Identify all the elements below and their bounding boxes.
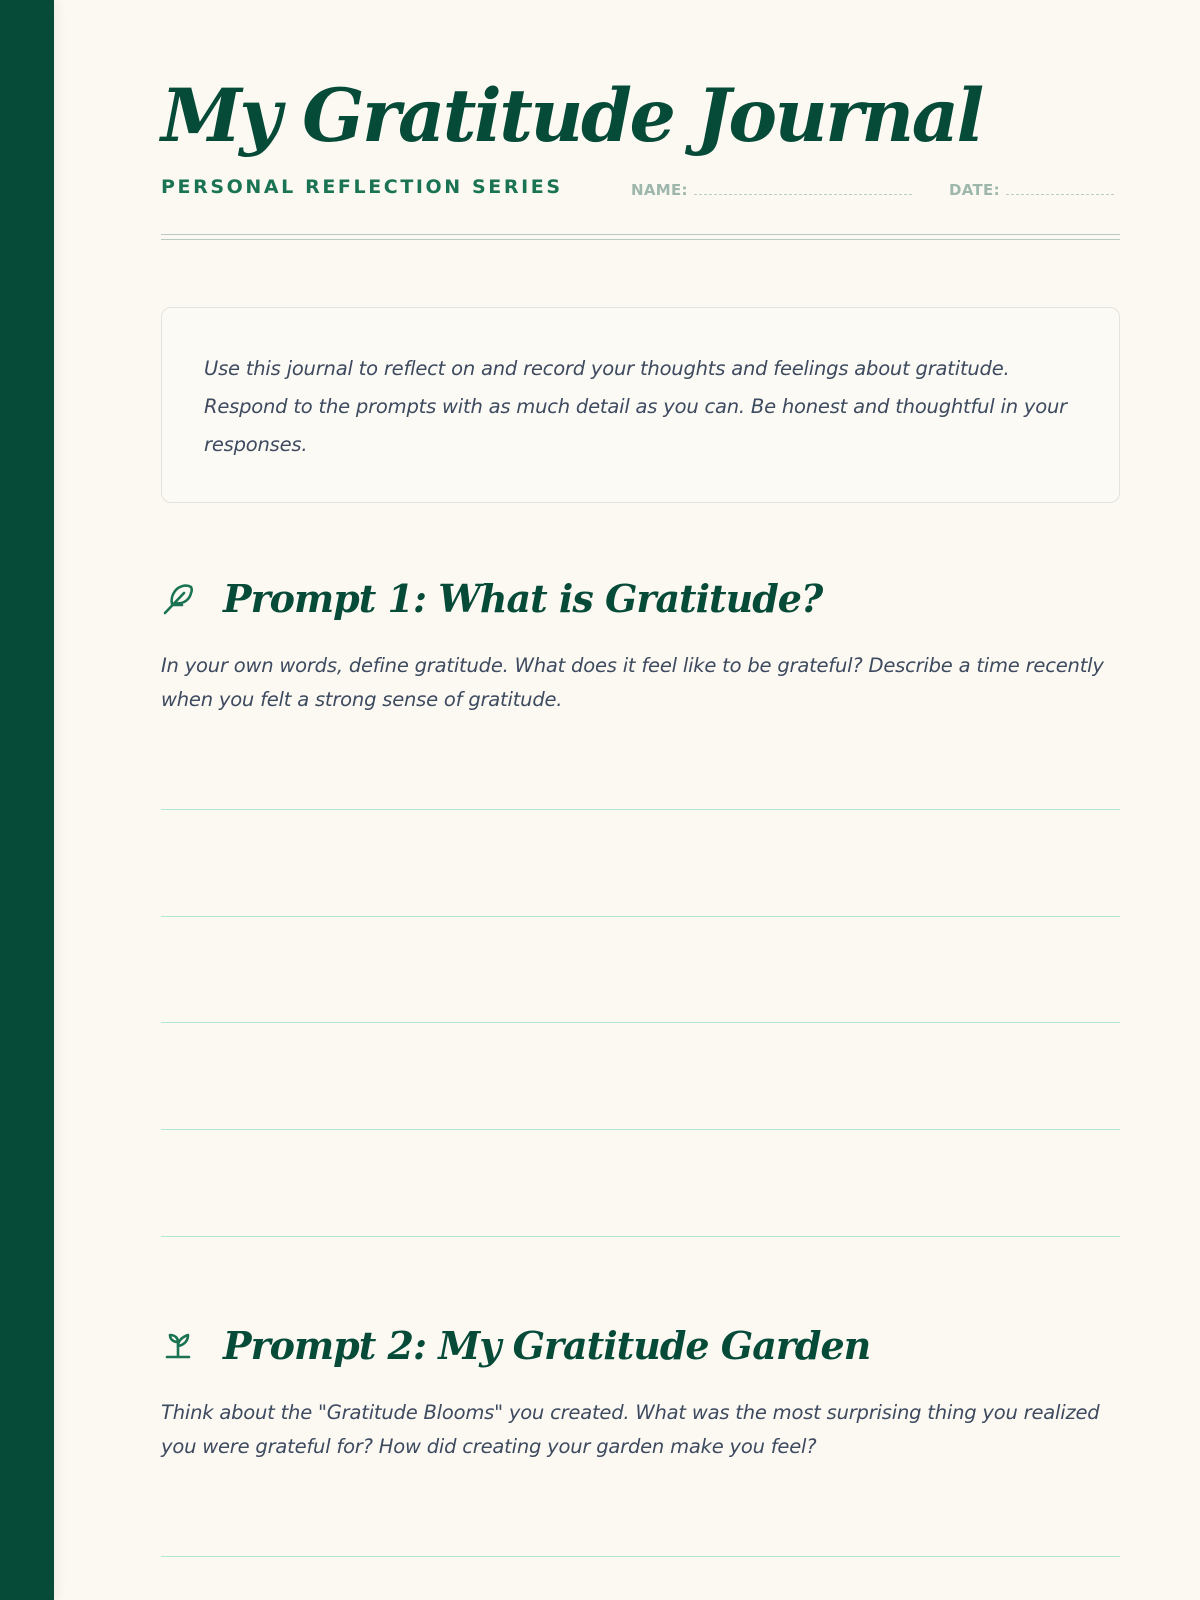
date-label: DATE: — [949, 181, 1000, 199]
writing-line[interactable] — [161, 1236, 1120, 1237]
writing-line[interactable] — [161, 809, 1120, 810]
intro-text: Use this journal to reflect on and record your thoughts and feelings about gratitude. Respond to the prompts with as much detail as you can. Be honest and thoughtful in your responses. — [204, 357, 1067, 456]
writing-line[interactable] — [161, 916, 1120, 917]
page-title: My Gratitude Journal — [161, 73, 982, 159]
date-field[interactable] — [949, 181, 1114, 199]
prompt-1-title: Prompt 1: What is Gratitude? — [223, 576, 823, 621]
series-subtitle: PERSONAL REFLECTION SERIES — [161, 176, 563, 198]
name-blank[interactable] — [694, 182, 912, 195]
date-blank[interactable] — [1006, 182, 1114, 195]
header-divider — [161, 234, 1120, 240]
sprout-icon — [161, 1326, 199, 1364]
writing-line[interactable] — [161, 1022, 1120, 1023]
prompt-2-heading — [161, 1321, 1120, 1371]
name-label: NAME: — [631, 181, 688, 199]
prompt-2-title: Prompt 2: My Gratitude Garden — [223, 1323, 871, 1368]
prompt-1-heading — [161, 574, 1120, 624]
writing-line[interactable] — [161, 1129, 1120, 1130]
journal-spine — [0, 0, 54, 1600]
prompt-2-description: Think about the "Gratitude Blooms" you created. What was the most surprising thing you realized you were grateful for? How did creating your garden make you feel? — [161, 1401, 1100, 1458]
header-meta — [161, 176, 1120, 202]
intro-box — [161, 307, 1120, 503]
name-field[interactable] — [631, 181, 912, 199]
writing-line[interactable] — [161, 1556, 1120, 1557]
prompt-1-description: In your own words, define gratitude. What does it feel like to be grateful? Describe a time recently when you felt a strong sense of gratitude. — [161, 654, 1104, 711]
feather-icon — [161, 579, 199, 617]
